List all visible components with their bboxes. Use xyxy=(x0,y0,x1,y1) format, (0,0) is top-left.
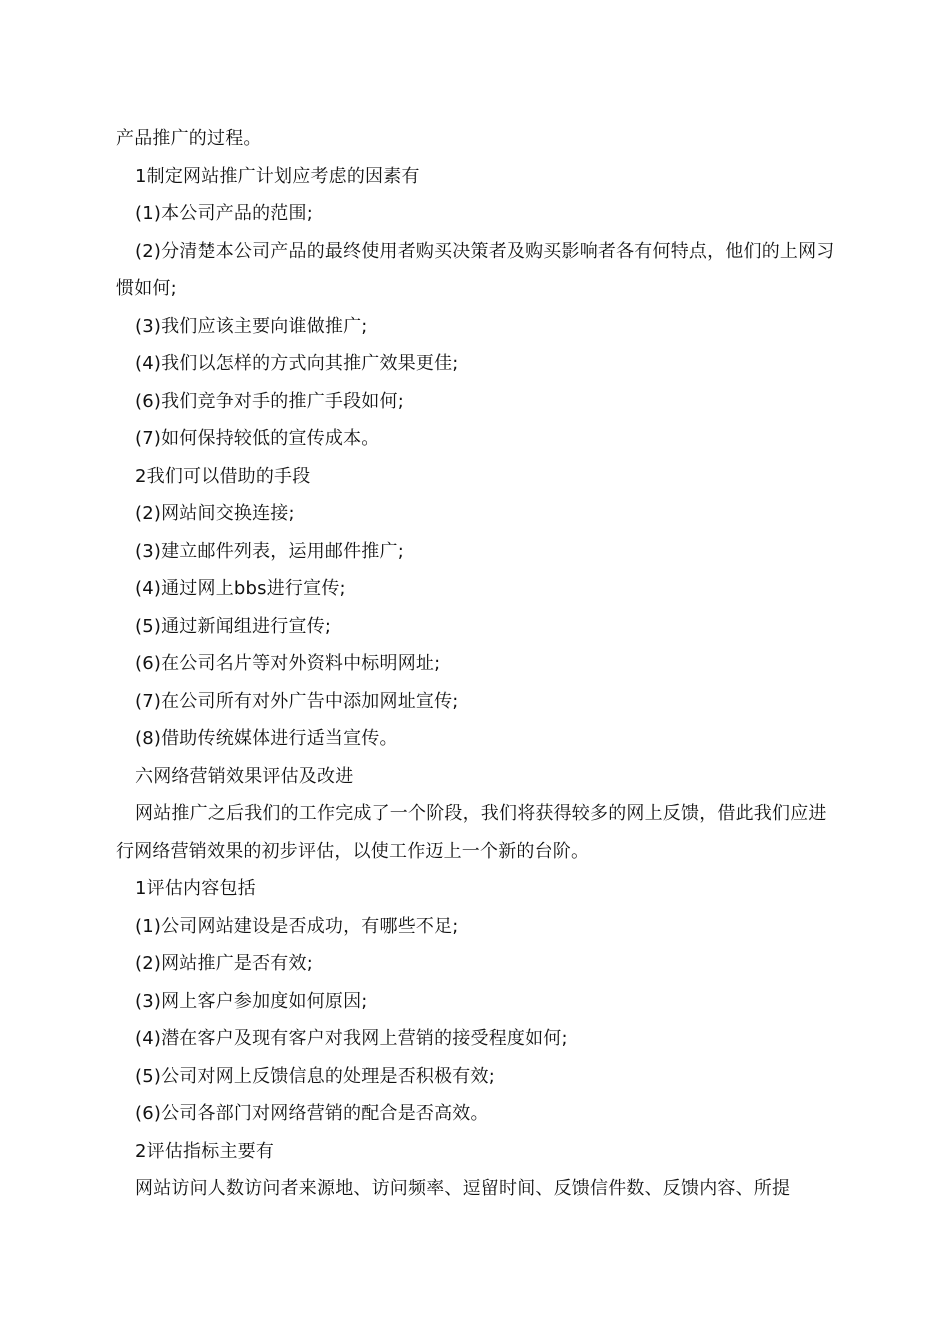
list-item: (5)公司对网上反馈信息的处理是否积极有效; xyxy=(135,1065,495,1087)
list-item: (7)在公司所有对外广告中添加网址宣传; xyxy=(135,690,459,712)
list-item: (3)网上客户参加度如何原因; xyxy=(135,990,368,1012)
list-item: (8)借助传统媒体进行适当宣传。 xyxy=(135,728,398,749)
paragraph-continuation: 产品推广的过程。 xyxy=(116,128,262,149)
list-item: (2)网站推广是否有效; xyxy=(135,953,313,974)
list-item: (6)公司各部门对网络营销的配合是否高效。 xyxy=(135,1103,489,1124)
body-paragraph: 网站访问人数访问者来源地、访问频率、逗留时间、反馈信件数、反馈内容、所提 xyxy=(135,1178,791,1199)
list-item: (1)公司网站建设是否成功，有哪些不足; xyxy=(135,915,459,937)
section-heading-promotion-factors: 1制定网站推广计划应考虑的因素有 xyxy=(135,165,420,187)
chapter-heading-evaluation: 六网络营销效果评估及改进 xyxy=(135,765,354,787)
list-item: (6)在公司名片等对外资料中标明网址; xyxy=(135,653,441,674)
section-heading-available-means: 2我们可以借助的手段 xyxy=(135,465,311,487)
document-body xyxy=(116,120,836,1208)
list-item: (4)我们以怎样的方式向其推广效果更佳; xyxy=(135,353,459,374)
list-item: (4)潜在客户及现有客户对我网上营销的接受程度如何; xyxy=(135,1028,568,1049)
list-item: (7)如何保持较低的宣传成本。 xyxy=(135,428,380,449)
list-item: (3)建立邮件列表，运用邮件推广; xyxy=(135,540,404,562)
body-paragraph: 网站推广之后我们的工作完成了一个阶段，我们将获得较多的网上反馈，借此我们应进行网络营销效果的初步评估，以使工作迈上一个新的台阶。 xyxy=(116,803,827,862)
list-item: (3)我们应该主要向谁做推广; xyxy=(135,315,368,337)
list-item: (2)分清楚本公司产品的最终使用者购买决策者及购买影响者各有何特点，他们的上网习惯如何; xyxy=(116,240,835,299)
list-item: (2)网站间交换连接; xyxy=(135,503,295,524)
list-item: (1)本公司产品的范围; xyxy=(135,203,313,224)
section-heading-evaluation-content: 1评估内容包括 xyxy=(135,878,256,899)
section-heading-evaluation-metrics: 2评估指标主要有 xyxy=(135,1140,275,1162)
list-item: (4)通过网上bbs进行宣传; xyxy=(135,578,346,599)
list-item: (6)我们竞争对手的推广手段如何; xyxy=(135,390,404,412)
list-item: (5)通过新闻组进行宣传; xyxy=(135,615,332,637)
